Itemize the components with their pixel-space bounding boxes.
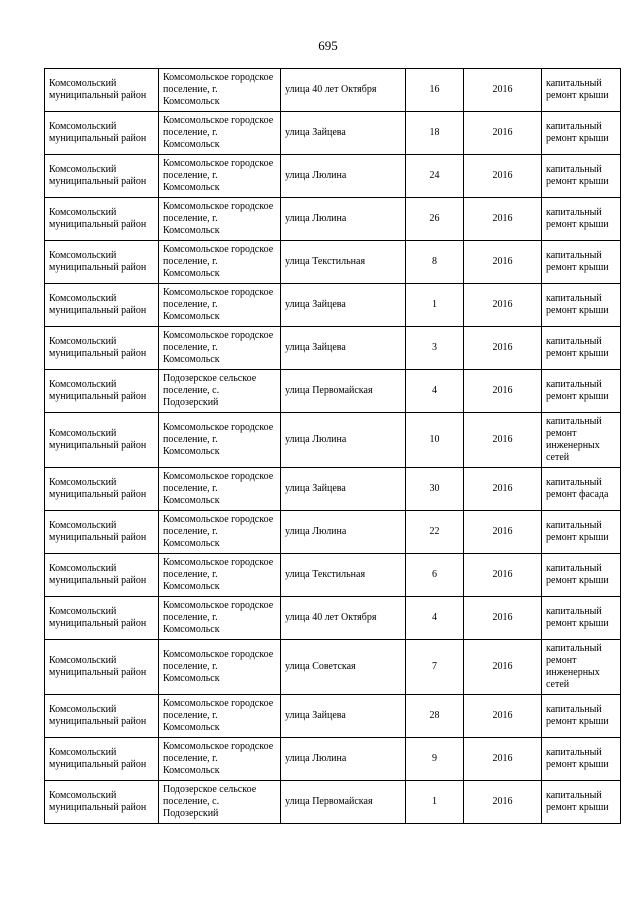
work-type-cell: капитальный ремонт инженерных сетей [542,413,621,468]
house-number-cell: 22 [406,511,464,554]
street-cell: улица Люлина [281,198,406,241]
year-cell: 2016 [464,511,542,554]
work-type-cell: капитальный ремонт фасада [542,468,621,511]
work-type-cell: капитальный ремонт крыши [542,695,621,738]
year-cell: 2016 [464,738,542,781]
table-row [45,413,621,468]
table-row [45,69,621,112]
street-cell: улица Зайцева [281,327,406,370]
table-row [45,370,621,413]
work-type-cell: капитальный ремонт крыши [542,327,621,370]
table-row [45,511,621,554]
street-cell: улица Первомайская [281,370,406,413]
house-number-cell: 26 [406,198,464,241]
street-cell: улица 40 лет Октября [281,597,406,640]
work-type-cell: капитальный ремонт крыши [542,69,621,112]
settlement-cell: Комсомольское городское поселение, г. Комсомольск [159,69,281,112]
house-number-cell: 10 [406,413,464,468]
work-type-cell: капитальный ремонт крыши [542,597,621,640]
year-cell: 2016 [464,198,542,241]
district-cell: Комсомольский муниципальный район [45,554,159,597]
year-cell: 2016 [464,640,542,695]
settlement-cell: Комсомольское городское поселение, г. Комсомольск [159,112,281,155]
district-cell: Комсомольский муниципальный район [45,112,159,155]
district-cell: Комсомольский муниципальный район [45,198,159,241]
street-cell: улица 40 лет Октября [281,69,406,112]
settlement-cell: Комсомольское городское поселение, г. Комсомольск [159,597,281,640]
table-row [45,198,621,241]
table-row [45,695,621,738]
district-cell: Комсомольский муниципальный район [45,284,159,327]
street-cell: улица Текстильная [281,241,406,284]
year-cell: 2016 [464,413,542,468]
table-row [45,640,621,695]
page-number: 695 [318,38,338,53]
work-type-cell: капитальный ремонт крыши [542,155,621,198]
settlement-cell: Комсомольское городское поселение, г. Комсомольск [159,198,281,241]
year-cell: 2016 [464,468,542,511]
district-cell: Комсомольский муниципальный район [45,468,159,511]
settlement-cell: Комсомольское городское поселение, г. Комсомольск [159,738,281,781]
settlement-cell: Комсомольское городское поселение, г. Комсомольск [159,554,281,597]
district-cell: Комсомольский муниципальный район [45,511,159,554]
district-cell: Комсомольский муниципальный район [45,69,159,112]
street-cell: улица Зайцева [281,284,406,327]
street-cell: улица Первомайская [281,781,406,824]
year-cell: 2016 [464,781,542,824]
house-number-cell: 28 [406,695,464,738]
house-number-cell: 1 [406,781,464,824]
street-cell: улица Зайцева [281,112,406,155]
year-cell: 2016 [464,241,542,284]
settlement-cell: Комсомольское городское поселение, г. Комсомольск [159,155,281,198]
district-cell: Комсомольский муниципальный район [45,155,159,198]
house-number-cell: 3 [406,327,464,370]
year-cell: 2016 [464,155,542,198]
district-cell: Комсомольский муниципальный район [45,640,159,695]
work-type-cell: капитальный ремонт крыши [542,112,621,155]
table-row [45,284,621,327]
work-type-cell: капитальный ремонт крыши [542,284,621,327]
settlement-cell: Комсомольское городское поселение, г. Комсомольск [159,284,281,327]
district-cell: Комсомольский муниципальный район [45,413,159,468]
house-number-cell: 8 [406,241,464,284]
work-type-cell: капитальный ремонт крыши [542,511,621,554]
district-cell: Комсомольский муниципальный район [45,695,159,738]
year-cell: 2016 [464,69,542,112]
work-type-cell: капитальный ремонт крыши [542,554,621,597]
settlement-cell: Комсомольское городское поселение, г. Комсомольск [159,327,281,370]
district-cell: Комсомольский муниципальный район [45,781,159,824]
work-type-cell: капитальный ремонт крыши [542,738,621,781]
table-row [45,241,621,284]
settlement-cell: Комсомольское городское поселение, г. Комсомольск [159,413,281,468]
year-cell: 2016 [464,112,542,155]
house-number-cell: 4 [406,370,464,413]
street-cell: улица Люлина [281,511,406,554]
street-cell: улица Зайцева [281,468,406,511]
district-cell: Комсомольский муниципальный район [45,241,159,284]
house-number-cell: 7 [406,640,464,695]
street-cell: улица Люлина [281,413,406,468]
table-row [45,597,621,640]
year-cell: 2016 [464,554,542,597]
table-row [45,155,621,198]
street-cell: улица Люлина [281,155,406,198]
work-type-cell: капитальный ремонт крыши [542,198,621,241]
table-row [45,554,621,597]
work-type-cell: капитальный ремонт крыши [542,241,621,284]
house-number-cell: 1 [406,284,464,327]
table-row [45,112,621,155]
street-cell: улица Советская [281,640,406,695]
street-cell: улица Зайцева [281,695,406,738]
table-row [45,468,621,511]
year-cell: 2016 [464,695,542,738]
district-cell: Комсомольский муниципальный район [45,370,159,413]
house-number-cell: 24 [406,155,464,198]
repair-registry-table [44,68,621,824]
year-cell: 2016 [464,284,542,327]
table-row [45,781,621,824]
table-row [45,327,621,370]
settlement-cell: Комсомольское городское поселение, г. Комсомольск [159,241,281,284]
work-type-cell: капитальный ремонт крыши [542,370,621,413]
house-number-cell: 30 [406,468,464,511]
district-cell: Комсомольский муниципальный район [45,597,159,640]
work-type-cell: капитальный ремонт крыши [542,781,621,824]
settlement-cell: Комсомольское городское поселение, г. Комсомольск [159,468,281,511]
year-cell: 2016 [464,327,542,370]
street-cell: улица Люлина [281,738,406,781]
house-number-cell: 9 [406,738,464,781]
year-cell: 2016 [464,597,542,640]
settlement-cell: Комсомольское городское поселение, г. Комсомольск [159,511,281,554]
house-number-cell: 18 [406,112,464,155]
table-row [45,738,621,781]
district-cell: Комсомольский муниципальный район [45,327,159,370]
year-cell: 2016 [464,370,542,413]
settlement-cell: Комсомольское городское поселение, г. Комсомольск [159,695,281,738]
settlement-cell: Подозерское сельское поселение, с. Подозерский [159,781,281,824]
settlement-cell: Подозерское сельское поселение, с. Подозерский [159,370,281,413]
work-type-cell: капитальный ремонт инженерных сетей [542,640,621,695]
house-number-cell: 16 [406,69,464,112]
district-cell: Комсомольский муниципальный район [45,738,159,781]
house-number-cell: 6 [406,554,464,597]
street-cell: улица Текстильная [281,554,406,597]
house-number-cell: 4 [406,597,464,640]
settlement-cell: Комсомольское городское поселение, г. Комсомольск [159,640,281,695]
